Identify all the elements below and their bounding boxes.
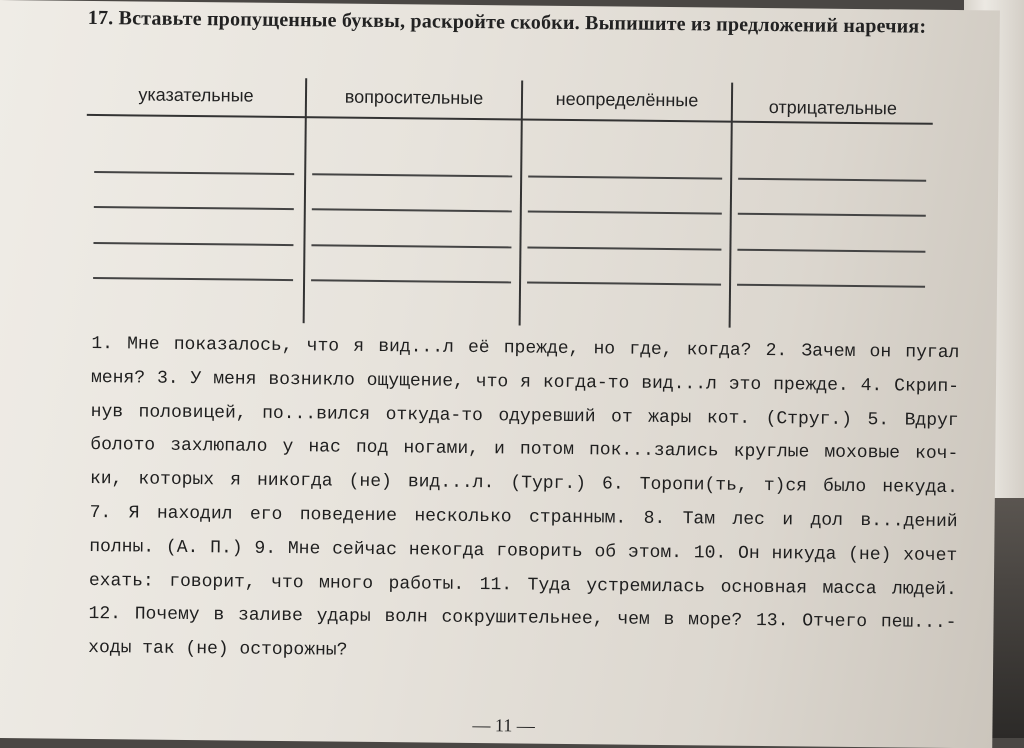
text-line: нув половицей, по...вился откуда-то одуревший от жары кот. (Струг.) 5. Вдруг: [90, 401, 959, 431]
text-line: болото захлюпало у нас под ногами, и потом пок...зались круглые моховые коч-: [90, 435, 959, 465]
answer-line[interactable]: [527, 282, 721, 286]
answer-line[interactable]: [312, 208, 512, 212]
text-line: 7. Я находил его поведение несколько странным. 8. Там лес и дол в...дений: [89, 502, 958, 533]
text-line: ходы так (не) осторожны?: [88, 638, 348, 661]
adverb-table: [85, 76, 934, 330]
answer-line[interactable]: [528, 176, 722, 180]
answer-line[interactable]: [737, 284, 925, 287]
answer-line[interactable]: [94, 171, 294, 175]
answer-line[interactable]: [738, 178, 926, 181]
answer-line[interactable]: [93, 242, 293, 246]
exercise-text: [88, 328, 959, 675]
exercise-title: 17. Вставьте пропущенные буквы, раскройте скобки. Выпишите из предложений наречия:: [87, 6, 927, 38]
answer-line[interactable]: [311, 244, 511, 248]
column-divider-2: [519, 80, 524, 325]
text-line: 1. Мне показалось, что я вид...л её прежде, но где, когда? 2. Зачем он пугал: [91, 333, 960, 364]
answer-line[interactable]: [312, 173, 512, 177]
text-line: 12. Почему в заливе удары волн сокрушительнее, чем в море? 13. Отчего пеш...-: [88, 604, 957, 634]
header-indefinite: неопределённые: [555, 88, 699, 111]
column-divider-3: [729, 83, 734, 328]
page-number: — 11 —: [472, 714, 535, 736]
text-line: меня? 3. У меня возникло ощущение, что я когда-то вид...л это прежде. 4. Скрип-: [90, 367, 960, 397]
text-line: ки, которых я никогда (не) вид...л. (Тург.) 6. Торопи(ть, т)ся было некуда.: [89, 469, 959, 499]
column-divider-1: [303, 78, 308, 323]
header-demonstrative: указательные: [138, 84, 254, 106]
text-line: ехать: говорит, что много работы. 11. Туда устремилась основная масса людей.: [88, 570, 957, 600]
answer-line[interactable]: [527, 247, 721, 251]
answer-line[interactable]: [738, 213, 926, 216]
text-line: полны. (А. П.) 9. Мне сейчас некогда говорить об этом. 10. Он никуда (не) хочет: [89, 536, 958, 566]
answer-line[interactable]: [311, 279, 511, 283]
answer-line[interactable]: [737, 249, 925, 252]
answer-line[interactable]: [528, 211, 722, 215]
answer-line[interactable]: [93, 277, 293, 281]
header-interrogative: вопросительные: [344, 86, 484, 109]
answer-line[interactable]: [94, 206, 294, 210]
header-negative: отрицательные: [768, 97, 898, 119]
